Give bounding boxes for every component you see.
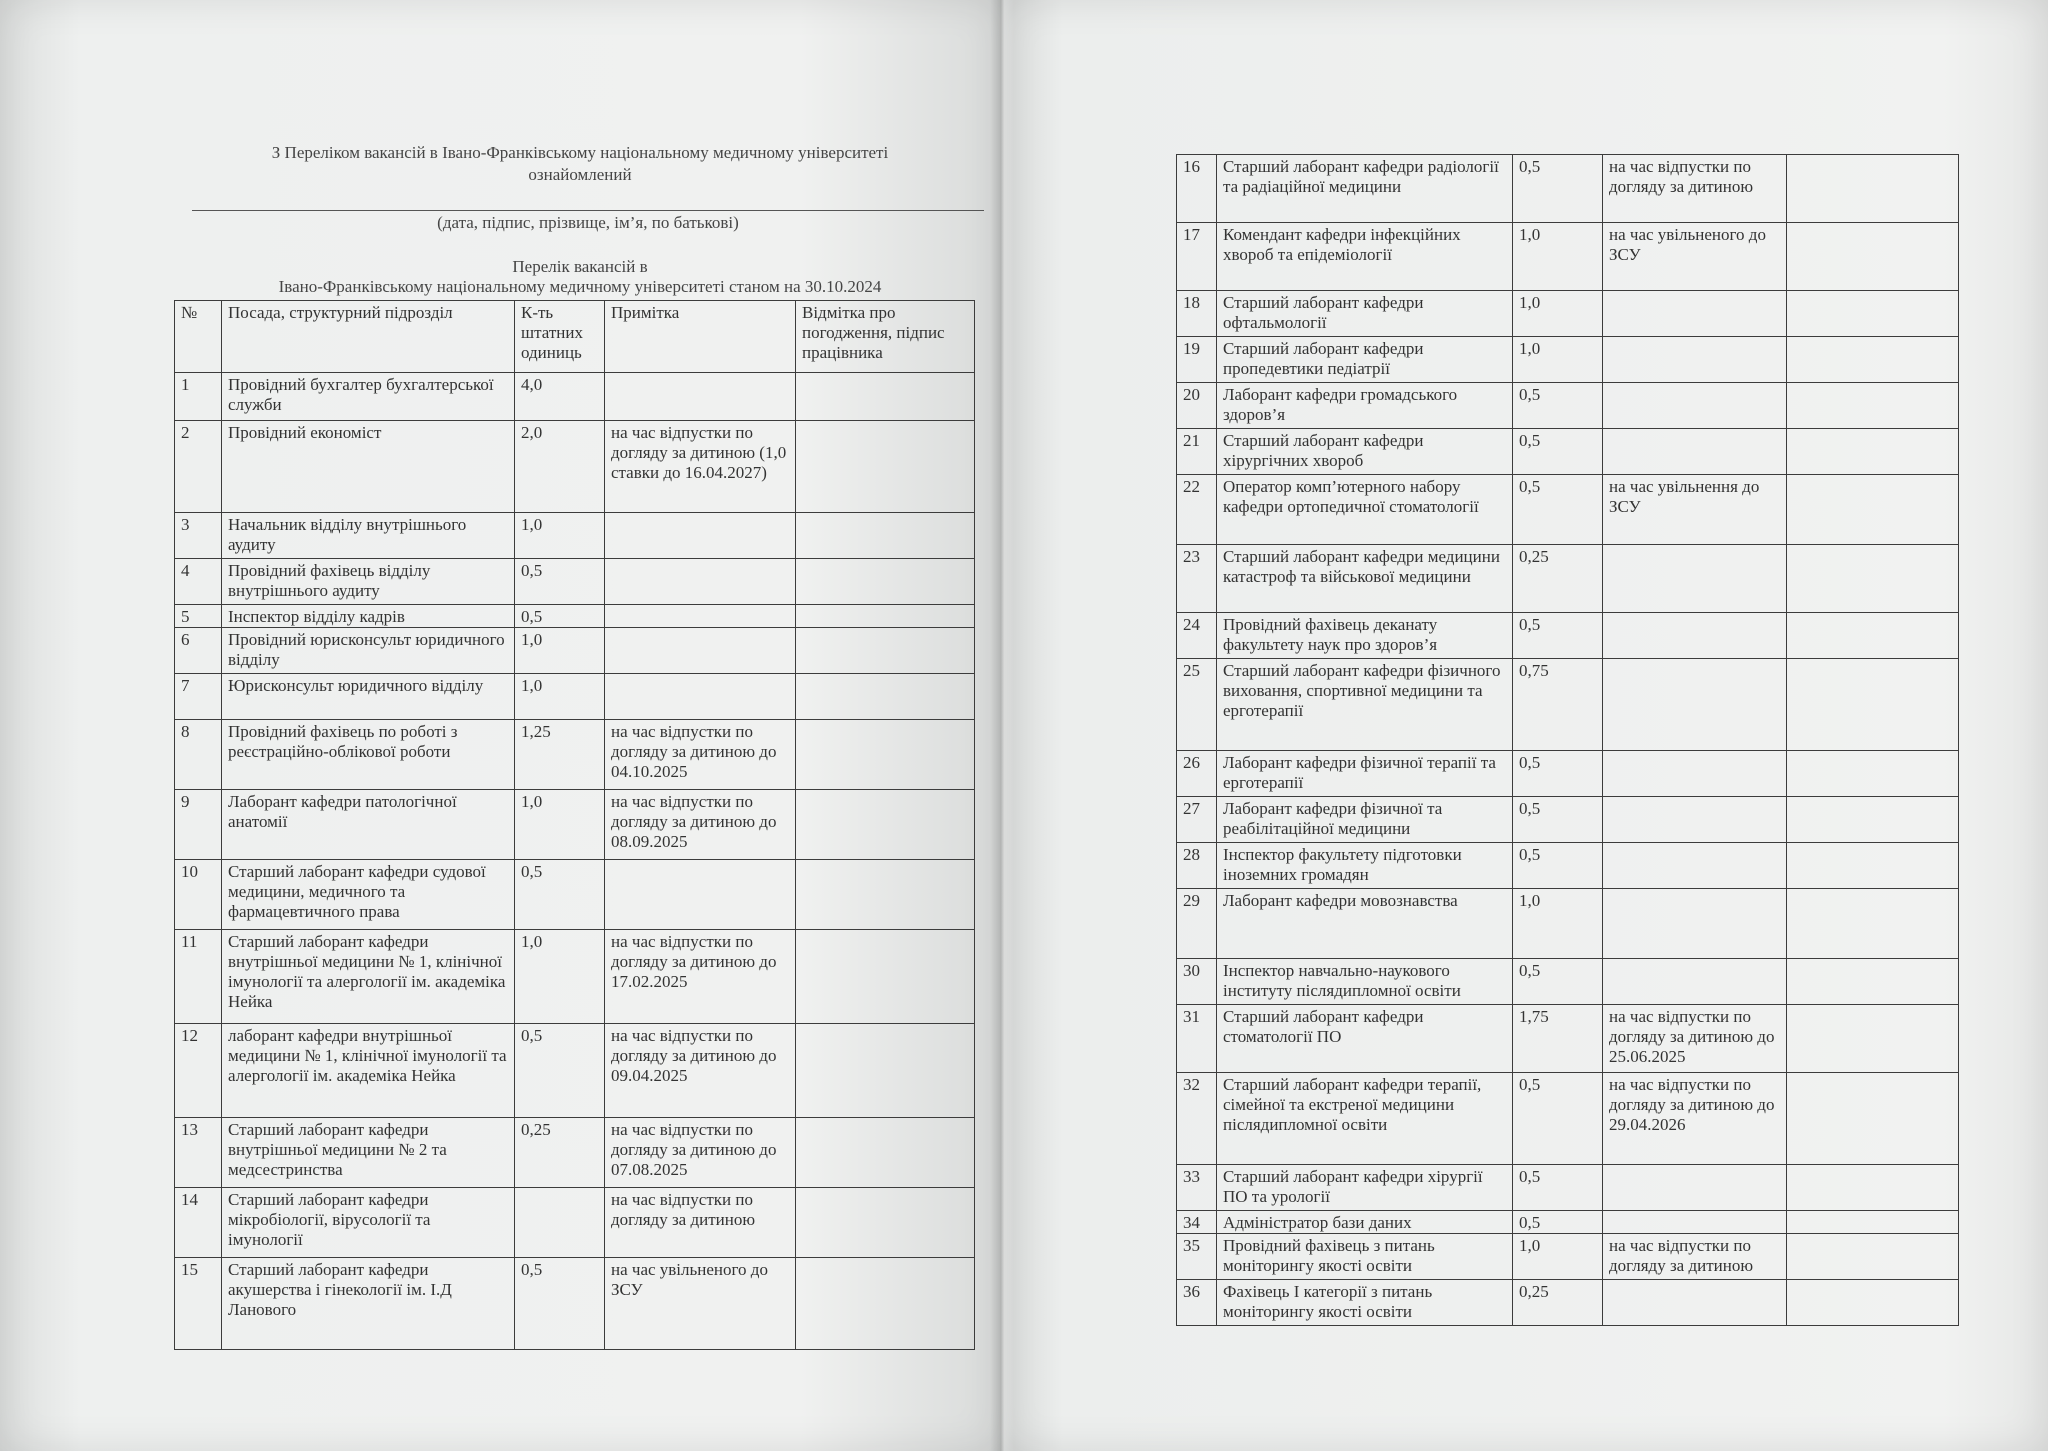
table-row	[1177, 959, 1959, 1005]
row-signature	[1787, 959, 1959, 1005]
table-row	[1177, 1234, 1959, 1280]
table-row	[1177, 1073, 1959, 1165]
row-number: 10	[175, 860, 222, 930]
row-signature	[796, 605, 975, 628]
row-number: 15	[175, 1258, 222, 1350]
vacancy-table-left	[174, 300, 975, 1350]
row-position: Комендант кафедри інфекційних хвороб та епідеміології	[1217, 223, 1513, 291]
row-signature	[796, 1188, 975, 1258]
row-signature	[1787, 223, 1959, 291]
row-signature	[796, 421, 975, 513]
row-count: 1,75	[1513, 1005, 1603, 1073]
row-count: 1,0	[1513, 223, 1603, 291]
row-signature	[796, 790, 975, 860]
row-number: 33	[1177, 1165, 1217, 1211]
row-count: 0,25	[1513, 1280, 1603, 1326]
table-row	[175, 930, 975, 1024]
table-row	[175, 513, 975, 559]
row-count: 0,5	[1513, 383, 1603, 429]
row-note: на час відпустки по догляду за дитиною до 08.09.2025	[605, 790, 796, 860]
row-signature	[796, 860, 975, 930]
row-note: на час відпустки по догляду за дитиною до 17.02.2025	[605, 930, 796, 1024]
row-signature	[1787, 1165, 1959, 1211]
row-position: Старший лаборант кафедри фізичного виховання, спортивної медицини та ерготерапії	[1217, 659, 1513, 751]
row-signature	[1787, 843, 1959, 889]
table-row	[175, 1118, 975, 1188]
row-position: Юрисконсульт юридичного відділу	[222, 674, 515, 720]
table-row	[1177, 429, 1959, 475]
table-row	[175, 1024, 975, 1118]
row-note	[1603, 1280, 1787, 1326]
row-signature	[796, 373, 975, 421]
column-header-note: Примітка	[605, 301, 796, 373]
row-number: 31	[1177, 1005, 1217, 1073]
row-note	[1603, 843, 1787, 889]
row-number: 18	[1177, 291, 1217, 337]
table-row	[1177, 797, 1959, 843]
table-row	[1177, 659, 1959, 751]
row-signature	[1787, 613, 1959, 659]
table-row	[1177, 337, 1959, 383]
row-count	[515, 1188, 605, 1258]
row-note: на час відпустки по догляду за дитиною	[1603, 155, 1787, 223]
acknowledgement-line-1: З Переліком вакансій в Івано-Франківському національному медичному університеті	[271, 143, 889, 162]
column-header-num: №	[175, 301, 222, 373]
row-signature	[1787, 155, 1959, 223]
table-row	[1177, 613, 1959, 659]
row-signature	[796, 674, 975, 720]
table-row	[1177, 155, 1959, 223]
row-signature	[796, 720, 975, 790]
row-count: 1,0	[1513, 889, 1603, 959]
table-row	[1177, 751, 1959, 797]
row-note: на час увільненого до ЗСУ	[1603, 223, 1787, 291]
row-note	[1603, 337, 1787, 383]
row-number: 16	[1177, 155, 1217, 223]
table-row	[175, 674, 975, 720]
row-position: Фахівець І категорії з питань моніторингу якості освіти	[1217, 1280, 1513, 1326]
row-number: 5	[175, 605, 222, 628]
row-count: 4,0	[515, 373, 605, 421]
row-signature	[1787, 1005, 1959, 1073]
row-position: Провідний фахівець деканату факультету наук про здоров’я	[1217, 613, 1513, 659]
row-position: Старший лаборант кафедри внутрішньої медицини № 1, клінічної імунології та алергології ім. академіка Нейка	[222, 930, 515, 1024]
row-count: 0,5	[1513, 797, 1603, 843]
vacancy-table-right	[1176, 154, 1959, 1326]
row-position: Провідний юрисконсульт юридичного відділу	[222, 628, 515, 674]
row-signature	[796, 1024, 975, 1118]
signature-line	[192, 210, 984, 211]
table-row	[1177, 1005, 1959, 1073]
acknowledgement-line-2: ознайомлений	[528, 165, 632, 184]
row-position: Провідний бухгалтер бухгалтерської служби	[222, 373, 515, 421]
row-number: 19	[1177, 337, 1217, 383]
row-number: 11	[175, 930, 222, 1024]
row-position: Старший лаборант кафедри терапії, сімейної та екстреної медицини післядипломної освіти	[1217, 1073, 1513, 1165]
row-position: Провідний фахівець з питань моніторингу якості освіти	[1217, 1234, 1513, 1280]
row-position: Лаборант кафедри патологічної анатомії	[222, 790, 515, 860]
row-note	[605, 628, 796, 674]
page-fold	[990, 0, 1014, 1451]
row-note: на час відпустки по догляду за дитиною до 07.08.2025	[605, 1118, 796, 1188]
row-count: 1,0	[515, 513, 605, 559]
row-count: 0,25	[515, 1118, 605, 1188]
row-position: Інспектор факультету підготовки іноземних громадян	[1217, 843, 1513, 889]
row-note	[1603, 959, 1787, 1005]
row-signature	[796, 930, 975, 1024]
row-position: Провідний фахівець по роботі з реєстраційно-облікової роботи	[222, 720, 515, 790]
row-signature	[1787, 659, 1959, 751]
row-number: 12	[175, 1024, 222, 1118]
row-position: Старший лаборант кафедри радіології та радіаційної медицини	[1217, 155, 1513, 223]
row-position: Адміністратор бази даних	[1217, 1211, 1513, 1234]
row-note: на час відпустки по догляду за дитиною до 04.10.2025	[605, 720, 796, 790]
row-signature	[1787, 337, 1959, 383]
row-count: 1,0	[515, 674, 605, 720]
row-number: 2	[175, 421, 222, 513]
table-row	[1177, 223, 1959, 291]
row-count: 0,5	[515, 605, 605, 628]
row-number: 25	[1177, 659, 1217, 751]
row-count: 0,5	[1513, 1073, 1603, 1165]
row-signature	[1787, 383, 1959, 429]
row-note: на час відпустки по догляду за дитиною (1,0 ставки до 16.04.2027)	[605, 421, 796, 513]
row-count: 0,5	[1513, 429, 1603, 475]
table-row	[1177, 475, 1959, 545]
table-row	[1177, 545, 1959, 613]
row-position: Інспектор навчально-наукового інституту післядипломної освіти	[1217, 959, 1513, 1005]
row-position: Оператор комп’ютерного набору кафедри ортопедичної стоматології	[1217, 475, 1513, 545]
row-position: Інспектор відділу кадрів	[222, 605, 515, 628]
row-count: 0,5	[515, 559, 605, 605]
table-row	[175, 628, 975, 674]
row-number: 9	[175, 790, 222, 860]
row-note	[1603, 613, 1787, 659]
row-signature	[1787, 429, 1959, 475]
row-number: 26	[1177, 751, 1217, 797]
row-position: Начальник відділу внутрішнього аудиту	[222, 513, 515, 559]
row-position: Старший лаборант кафедри хірургії ПО та урології	[1217, 1165, 1513, 1211]
row-count: 0,25	[1513, 545, 1603, 613]
row-note	[1603, 1211, 1787, 1234]
table-row	[1177, 1211, 1959, 1234]
row-note	[1603, 889, 1787, 959]
table-row	[1177, 843, 1959, 889]
row-position: Старший лаборант кафедри внутрішньої медицини № 2 та медсестринства	[222, 1118, 515, 1188]
row-signature	[1787, 1211, 1959, 1234]
row-number: 7	[175, 674, 222, 720]
row-position: Провідний економіст	[222, 421, 515, 513]
row-position: лаборант кафедри внутрішньої медицини № 1, клінічної імунології та алергології ім. академіка Нейка	[222, 1024, 515, 1118]
column-header-position: Посада, структурний підрозділ	[222, 301, 515, 373]
row-number: 3	[175, 513, 222, 559]
row-count: 1,0	[515, 930, 605, 1024]
row-signature	[1787, 291, 1959, 337]
row-count: 0,5	[1513, 613, 1603, 659]
row-signature	[1787, 1073, 1959, 1165]
row-count: 0,5	[1513, 475, 1603, 545]
row-position: Старший лаборант кафедри мікробіології, вірусології та імунології	[222, 1188, 515, 1258]
row-count: 0,5	[1513, 959, 1603, 1005]
row-number: 13	[175, 1118, 222, 1188]
row-number: 17	[1177, 223, 1217, 291]
table-row	[1177, 1280, 1959, 1326]
row-signature	[796, 1118, 975, 1188]
row-note	[605, 373, 796, 421]
column-header-count: К-ть штатних одиниць	[515, 301, 605, 373]
row-number: 14	[175, 1188, 222, 1258]
doc-title-line-2: Івано-Франківському національному медичному університеті станом на 30.10.2024	[278, 277, 882, 296]
row-count: 2,0	[515, 421, 605, 513]
row-note	[1603, 291, 1787, 337]
table-row	[175, 1258, 975, 1350]
row-signature	[1787, 1280, 1959, 1326]
table-row	[1177, 889, 1959, 959]
table-row	[175, 860, 975, 930]
row-note	[605, 559, 796, 605]
row-note	[605, 674, 796, 720]
row-number: 30	[1177, 959, 1217, 1005]
row-number: 28	[1177, 843, 1217, 889]
table-row	[175, 373, 975, 421]
row-number: 1	[175, 373, 222, 421]
row-note: на час відпустки по догляду за дитиною	[1603, 1234, 1787, 1280]
row-position: Старший лаборант кафедри хірургічних хвороб	[1217, 429, 1513, 475]
table-row	[175, 1188, 975, 1258]
row-number: 8	[175, 720, 222, 790]
row-count: 0,5	[515, 1258, 605, 1350]
row-number: 35	[1177, 1234, 1217, 1280]
row-note: на час відпустки по догляду за дитиною до 09.04.2025	[605, 1024, 796, 1118]
row-signature	[1787, 751, 1959, 797]
row-position: Провідний фахівець відділу внутрішнього аудиту	[222, 559, 515, 605]
row-note	[1603, 1165, 1787, 1211]
row-position: Старший лаборант кафедри судової медицини, медичного та фармацевтичного права	[222, 860, 515, 930]
row-note: на час відпустки по догляду за дитиною до 25.06.2025	[1603, 1005, 1787, 1073]
row-note	[605, 605, 796, 628]
table-row	[175, 790, 975, 860]
table-row	[175, 720, 975, 790]
row-number: 34	[1177, 1211, 1217, 1234]
row-count: 0,5	[515, 860, 605, 930]
row-signature	[796, 628, 975, 674]
row-count: 1,0	[515, 790, 605, 860]
row-position: Лаборант кафедри громадського здоров’я	[1217, 383, 1513, 429]
table-row	[1177, 1165, 1959, 1211]
row-signature	[796, 1258, 975, 1350]
table-row	[175, 605, 975, 628]
row-note: на час увільненого до ЗСУ	[605, 1258, 796, 1350]
table-header-row	[175, 301, 975, 373]
row-number: 24	[1177, 613, 1217, 659]
row-number: 29	[1177, 889, 1217, 959]
row-note	[1603, 545, 1787, 613]
row-position: Старший лаборант кафедри стоматології ПО	[1217, 1005, 1513, 1073]
row-position: Старший лаборант кафедри медицини катастроф та військової медицини	[1217, 545, 1513, 613]
row-note	[1603, 383, 1787, 429]
row-position: Старший лаборант кафедри пропедевтики педіатрії	[1217, 337, 1513, 383]
row-note	[1603, 429, 1787, 475]
row-count: 1,0	[1513, 291, 1603, 337]
row-note	[605, 513, 796, 559]
row-position: Старший лаборант кафедри акушерства і гінекології ім. І.Д Ланового	[222, 1258, 515, 1350]
row-signature	[1787, 1234, 1959, 1280]
row-signature	[1787, 797, 1959, 843]
column-header-sign: Відмітка про погодження, підпис працівника	[796, 301, 975, 373]
row-count: 0,5	[1513, 155, 1603, 223]
row-number: 36	[1177, 1280, 1217, 1326]
row-count: 0,5	[1513, 1211, 1603, 1234]
table-row	[1177, 291, 1959, 337]
row-number: 21	[1177, 429, 1217, 475]
table-row	[175, 559, 975, 605]
row-number: 22	[1177, 475, 1217, 545]
row-position: Лаборант кафедри фізичної терапії та ерготерапії	[1217, 751, 1513, 797]
row-signature	[796, 559, 975, 605]
row-note: на час увільнення до ЗСУ	[1603, 475, 1787, 545]
row-signature	[1787, 889, 1959, 959]
row-count: 0,5	[1513, 1165, 1603, 1211]
row-signature	[796, 513, 975, 559]
row-position: Лаборант кафедри фізичної та реабілітаційної медицини	[1217, 797, 1513, 843]
row-number: 4	[175, 559, 222, 605]
row-position: Лаборант кафедри мовознавства	[1217, 889, 1513, 959]
row-number: 6	[175, 628, 222, 674]
row-signature	[1787, 545, 1959, 613]
row-position: Старший лаборант кафедри офтальмології	[1217, 291, 1513, 337]
row-count: 1,0	[515, 628, 605, 674]
row-count: 0,5	[515, 1024, 605, 1118]
signature-caption: (дата, підпис, прізвище, ім’я, по батькові)	[437, 213, 739, 232]
row-note	[1603, 751, 1787, 797]
row-count: 1,0	[1513, 337, 1603, 383]
row-note	[1603, 659, 1787, 751]
row-note	[605, 860, 796, 930]
row-number: 32	[1177, 1073, 1217, 1165]
row-count: 1,25	[515, 720, 605, 790]
row-note: на час відпустки по догляду за дитиною до 29.04.2026	[1603, 1073, 1787, 1165]
doc-title-line-1: Перелік вакансій в	[512, 257, 648, 276]
row-number: 23	[1177, 545, 1217, 613]
row-number: 27	[1177, 797, 1217, 843]
row-count: 0,5	[1513, 751, 1603, 797]
row-note	[1603, 797, 1787, 843]
row-number: 20	[1177, 383, 1217, 429]
table-row	[1177, 383, 1959, 429]
table-row	[175, 421, 975, 513]
row-note: на час відпустки по догляду за дитиною	[605, 1188, 796, 1258]
row-signature	[1787, 475, 1959, 545]
row-count: 1,0	[1513, 1234, 1603, 1280]
row-count: 0,75	[1513, 659, 1603, 751]
row-count: 0,5	[1513, 843, 1603, 889]
